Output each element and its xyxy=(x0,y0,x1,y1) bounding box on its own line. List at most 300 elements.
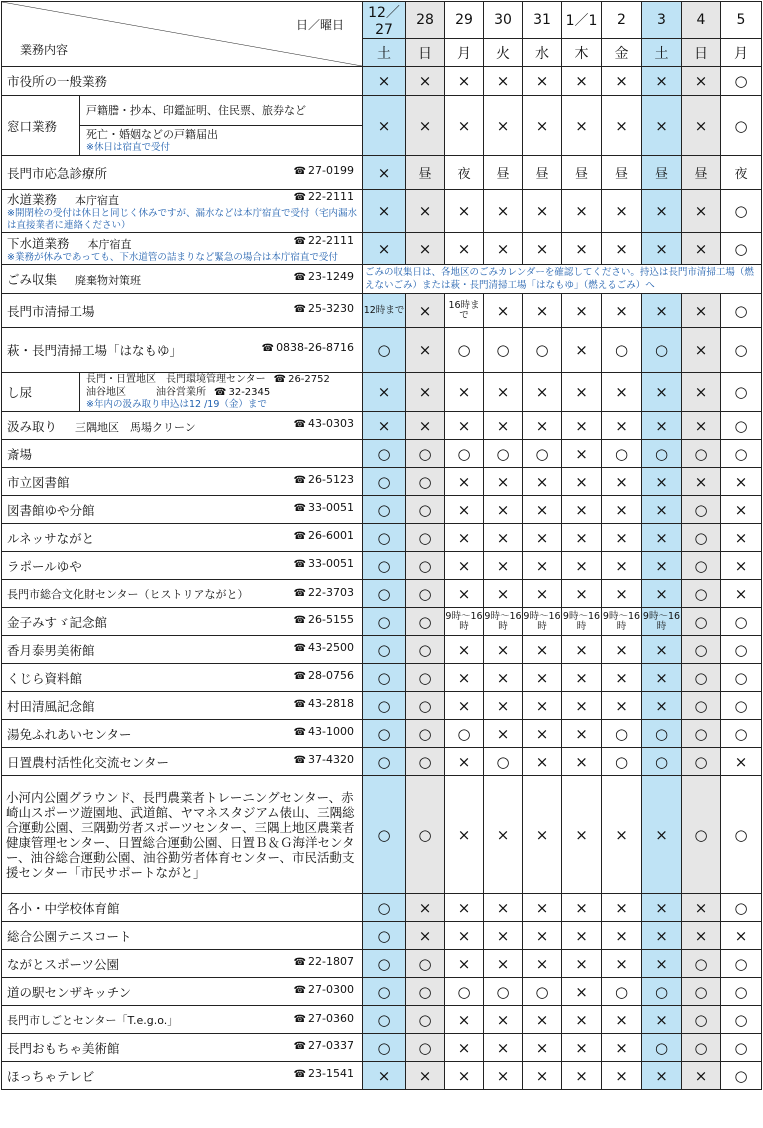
status-cell: × xyxy=(445,190,484,233)
status-cell: × xyxy=(406,233,445,265)
status-cell: 昼 xyxy=(523,156,562,190)
status-cell: × xyxy=(523,96,562,156)
phone-number xyxy=(294,234,354,247)
phone-icon: ☎ xyxy=(293,670,307,682)
service-note: ※業務が休みであっても、下水道管の詰まりなど緊急の場合は本庁宿直で受付 xyxy=(7,251,338,263)
service-name-cell xyxy=(2,233,363,265)
phone-number-text: 27-0337 xyxy=(308,1038,354,1052)
phone-number xyxy=(294,302,354,315)
status-cell: ○ xyxy=(406,978,445,1006)
status-cell: × xyxy=(721,748,762,776)
status-cell: × xyxy=(602,1006,642,1034)
status-cell: ○ xyxy=(363,894,406,922)
status-cell: × xyxy=(642,950,682,978)
table-row xyxy=(2,776,762,894)
date-header: 29 xyxy=(445,2,484,39)
service-name: ごみ収集 xyxy=(7,272,58,287)
status-cell: × xyxy=(562,524,602,552)
status-cell: × xyxy=(602,524,642,552)
service-name-cell xyxy=(2,496,363,524)
table-row xyxy=(2,1006,762,1034)
status-cell: × xyxy=(602,67,642,96)
status-cell: ○ xyxy=(721,894,762,922)
status-cell: × xyxy=(602,922,642,950)
status-cell: 昼 xyxy=(484,156,523,190)
status-cell: × xyxy=(721,580,762,608)
service-name-cell xyxy=(2,1062,363,1090)
service-name: 図書館ゆや分館 xyxy=(7,502,95,518)
table-row xyxy=(2,552,762,580)
status-cell: × xyxy=(602,552,642,580)
status-cell: ○ xyxy=(682,580,721,608)
phone-icon: ☎ xyxy=(293,1068,307,1080)
service-name-cell xyxy=(2,1006,363,1034)
status-cell: × xyxy=(484,720,523,748)
phone-icon: ☎ xyxy=(293,558,307,570)
service-name-cell xyxy=(2,190,363,233)
status-cell: ○ xyxy=(682,496,721,524)
status-cell: ○ xyxy=(721,720,762,748)
date-header: 5 xyxy=(721,2,762,39)
service-name-cell xyxy=(2,412,363,440)
status-cell: × xyxy=(363,373,406,412)
service-name: ほっちゃテレビ xyxy=(7,1068,95,1084)
status-cell: ○ xyxy=(484,978,523,1006)
service-name: 湯免ふれあいセンター xyxy=(7,726,132,742)
status-cell: ○ xyxy=(602,440,642,468)
status-cell: × xyxy=(602,1034,642,1062)
status-cell: ○ xyxy=(682,608,721,636)
status-cell: × xyxy=(363,412,406,440)
status-cell: ○ xyxy=(682,1034,721,1062)
service-name-cell xyxy=(2,328,363,373)
department: 廃棄物対策班 xyxy=(75,274,142,287)
phone-number-text: 28-0756 xyxy=(308,668,354,682)
status-cell: × xyxy=(445,950,484,978)
status-cell: × xyxy=(642,412,682,440)
service-name: 村田清風記念館 xyxy=(7,698,95,714)
service-name: 窓口業務 xyxy=(2,96,80,156)
status-cell: ○ xyxy=(363,978,406,1006)
status-cell: × xyxy=(562,496,602,524)
phone-icon: ☎ xyxy=(293,698,307,710)
status-cell: × xyxy=(602,580,642,608)
service-name-cell xyxy=(2,950,363,978)
table-row xyxy=(2,440,762,468)
service-name-cell xyxy=(2,978,363,1006)
status-cell: × xyxy=(523,233,562,265)
phone-number xyxy=(294,190,354,203)
status-cell: 昼 xyxy=(602,156,642,190)
table-row xyxy=(2,692,762,720)
status-cell: × xyxy=(602,233,642,265)
status-cell: × xyxy=(406,96,445,156)
service-name: 長門市しごとセンター「T.e.g.o.」 xyxy=(7,1013,179,1027)
phone-number-text: 27-0300 xyxy=(308,982,354,996)
status-cell: × xyxy=(602,950,642,978)
table-row xyxy=(2,294,762,328)
service-name-cell xyxy=(2,156,363,190)
status-cell: × xyxy=(642,922,682,950)
phone-number xyxy=(294,725,354,738)
status-cell: ○ xyxy=(363,692,406,720)
table-row xyxy=(2,1062,762,1090)
table-row xyxy=(2,580,762,608)
status-cell: × xyxy=(523,664,562,692)
status-cell: × xyxy=(562,552,602,580)
status-cell: × xyxy=(523,692,562,720)
status-cell: × xyxy=(445,468,484,496)
status-cell: ○ xyxy=(406,524,445,552)
day-of-week-header: 木 xyxy=(562,39,602,67)
status-cell: ○ xyxy=(642,720,682,748)
status-cell: × xyxy=(562,950,602,978)
status-cell: × xyxy=(562,978,602,1006)
status-cell: × xyxy=(445,636,484,664)
day-of-week-header: 月 xyxy=(721,39,762,67)
status-cell: × xyxy=(562,692,602,720)
service-name: 下水道業務 xyxy=(7,235,70,251)
status-cell: ○ xyxy=(406,748,445,776)
status-cell: ○ xyxy=(406,776,445,894)
service-name: 道の駅センザキッチン xyxy=(7,984,132,1000)
status-cell: ○ xyxy=(721,412,762,440)
phone-number-text: 26-5155 xyxy=(308,612,354,626)
status-cell: 9時～16時 xyxy=(562,608,602,636)
status-cell: × xyxy=(484,950,523,978)
date-header: 31 xyxy=(523,2,562,39)
status-cell: ○ xyxy=(642,748,682,776)
status-cell: × xyxy=(445,664,484,692)
status-cell: × xyxy=(406,373,445,412)
status-cell: ○ xyxy=(363,524,406,552)
status-cell: ○ xyxy=(721,608,762,636)
status-cell: × xyxy=(523,580,562,608)
status-cell: ○ xyxy=(721,664,762,692)
status-cell: × xyxy=(445,922,484,950)
table-row xyxy=(2,265,762,294)
status-cell: × xyxy=(642,233,682,265)
table-row xyxy=(2,720,762,748)
phone-number-text: 37-4320 xyxy=(308,752,354,766)
status-cell: × xyxy=(445,748,484,776)
table-row xyxy=(2,950,762,978)
status-cell: ○ xyxy=(406,496,445,524)
table-row xyxy=(2,190,762,233)
status-cell: ○ xyxy=(406,950,445,978)
service-name: 香月泰男美術館 xyxy=(7,642,95,658)
status-cell: ○ xyxy=(721,440,762,468)
status-cell: ○ xyxy=(445,328,484,373)
table-row xyxy=(2,524,762,552)
day-of-week-header: 日 xyxy=(682,39,721,67)
status-cell: × xyxy=(484,524,523,552)
status-cell: ○ xyxy=(363,580,406,608)
status-cell: × xyxy=(484,373,523,412)
service-name: 萩・長門清掃工場「はなもゆ」 xyxy=(7,343,183,358)
status-cell: ○ xyxy=(406,720,445,748)
status-cell: × xyxy=(523,524,562,552)
service-detail xyxy=(80,126,363,156)
status-cell: ○ xyxy=(682,978,721,1006)
status-cell: ○ xyxy=(363,496,406,524)
status-cell: × xyxy=(602,664,642,692)
status-cell: × xyxy=(406,328,445,373)
status-cell: × xyxy=(445,96,484,156)
status-cell: × xyxy=(642,190,682,233)
phone-number-text: 26-6001 xyxy=(308,528,354,542)
status-cell: × xyxy=(562,894,602,922)
status-cell: ○ xyxy=(406,552,445,580)
service-name: 市役所の一般業務 xyxy=(7,74,108,89)
status-cell: × xyxy=(721,496,762,524)
status-cell: × xyxy=(484,67,523,96)
status-cell: ○ xyxy=(406,580,445,608)
phone-icon: ☎ xyxy=(293,530,307,542)
status-cell: × xyxy=(682,96,721,156)
status-cell: × xyxy=(484,1006,523,1034)
service-name: し尿 xyxy=(2,373,80,412)
phone-icon: ☎ xyxy=(293,587,307,599)
service-name: くじら資料館 xyxy=(7,670,83,686)
status-cell: × xyxy=(642,552,682,580)
status-cell: ○ xyxy=(682,720,721,748)
notice-text: ごみの収集日は、各地区のごみカレンダーを確認してください。持込は長門市清掃工場（燃えないごみ）または萩・長門清掃工場「はなもゆ」（燃えるごみ）へ xyxy=(363,265,762,294)
status-cell: 12時まで xyxy=(363,294,406,328)
date-header: 30 xyxy=(484,2,523,39)
status-cell: × xyxy=(484,894,523,922)
status-cell: × xyxy=(484,190,523,233)
phone-icon: ☎ xyxy=(293,642,307,654)
phone-number-text: 33-0051 xyxy=(308,500,354,514)
status-cell: ○ xyxy=(363,950,406,978)
status-cell: × xyxy=(562,440,602,468)
day-of-week-header: 土 xyxy=(363,39,406,67)
status-cell: × xyxy=(445,776,484,894)
status-cell: × xyxy=(484,692,523,720)
status-cell: × xyxy=(602,468,642,496)
status-cell: × xyxy=(484,922,523,950)
day-of-week-header: 水 xyxy=(523,39,562,67)
phone-icon: ☎ xyxy=(293,165,307,177)
phone-icon: ☎ xyxy=(293,502,307,514)
service-line xyxy=(7,190,362,208)
status-cell: ○ xyxy=(721,1034,762,1062)
status-cell: ○ xyxy=(721,233,762,265)
table-row xyxy=(2,922,762,950)
status-cell: × xyxy=(602,190,642,233)
status-cell: × xyxy=(562,636,602,664)
service-name: 市立図書館 xyxy=(7,474,70,490)
phone-number xyxy=(294,955,354,968)
status-cell: ○ xyxy=(602,748,642,776)
phone-icon: ☎ xyxy=(261,343,275,354)
status-cell: ○ xyxy=(721,692,762,720)
status-cell: × xyxy=(523,894,562,922)
status-cell: ○ xyxy=(523,978,562,1006)
service-name-cell xyxy=(2,1034,363,1062)
status-cell: × xyxy=(484,1062,523,1090)
status-cell: × xyxy=(562,720,602,748)
status-cell: ○ xyxy=(642,978,682,1006)
status-cell: × xyxy=(523,67,562,96)
phone-icon: ☎ xyxy=(293,754,307,766)
phone-number xyxy=(294,501,354,514)
phone-number xyxy=(294,613,354,626)
status-cell: ○ xyxy=(682,440,721,468)
table-row xyxy=(2,468,762,496)
status-cell: × xyxy=(562,580,602,608)
status-cell: 昼 xyxy=(562,156,602,190)
status-cell: × xyxy=(484,1034,523,1062)
status-cell: × xyxy=(523,468,562,496)
status-cell: ○ xyxy=(721,96,762,156)
status-cell: ○ xyxy=(363,328,406,373)
service-detail: 戸籍謄・抄本、印鑑証明、住民票、旅券など xyxy=(80,96,363,126)
year-end-schedule-table xyxy=(1,1,762,1090)
status-cell: × xyxy=(562,922,602,950)
status-cell: × xyxy=(484,412,523,440)
status-cell: ○ xyxy=(721,294,762,328)
phone-number xyxy=(262,341,354,354)
status-cell: × xyxy=(642,580,682,608)
status-cell: ○ xyxy=(445,978,484,1006)
status-cell: ○ xyxy=(642,328,682,373)
status-cell: ○ xyxy=(602,328,642,373)
service-note: ※開閉栓の受付は休日と同じく休みですが、漏水などは本庁宿直で受付（宅内漏水は直接業者に連絡ください） xyxy=(7,208,357,231)
status-cell: ○ xyxy=(523,328,562,373)
status-cell: × xyxy=(523,190,562,233)
table-row xyxy=(2,96,762,126)
service-name-cell xyxy=(2,664,363,692)
status-cell: ○ xyxy=(682,950,721,978)
table-row xyxy=(2,412,762,440)
status-cell: × xyxy=(642,67,682,96)
status-cell: × xyxy=(484,96,523,156)
status-cell: × xyxy=(445,552,484,580)
status-cell: ○ xyxy=(484,440,523,468)
status-cell: 夜 xyxy=(721,156,762,190)
status-cell: × xyxy=(642,1062,682,1090)
status-cell: × xyxy=(523,1062,562,1090)
status-cell: × xyxy=(484,636,523,664)
detail-note: ※休日は宿直で受付 xyxy=(86,141,170,153)
status-cell: × xyxy=(406,190,445,233)
day-of-week-header: 火 xyxy=(484,39,523,67)
phone-number-text: 43-0303 xyxy=(308,416,354,430)
status-cell: × xyxy=(484,233,523,265)
phone-number-text: 23-1249 xyxy=(308,270,354,283)
status-cell: × xyxy=(721,552,762,580)
status-cell: × xyxy=(721,468,762,496)
status-cell: ○ xyxy=(406,608,445,636)
department: 本庁宿直 xyxy=(75,194,120,207)
status-cell: × xyxy=(445,1034,484,1062)
status-cell: × xyxy=(562,190,602,233)
status-cell: × xyxy=(682,67,721,96)
status-cell: × xyxy=(602,776,642,894)
status-cell: × xyxy=(523,412,562,440)
phone-number-text: 0838-26-8716 xyxy=(276,341,354,354)
status-cell: × xyxy=(562,328,602,373)
status-cell: ○ xyxy=(406,440,445,468)
status-cell: ○ xyxy=(406,1034,445,1062)
service-name: ラポールゆや xyxy=(7,558,82,574)
status-cell: × xyxy=(523,776,562,894)
table-row xyxy=(2,1034,762,1062)
phone-number-text: 22-2111 xyxy=(308,190,354,203)
status-cell: × xyxy=(562,776,602,894)
service-name-cell xyxy=(2,894,363,922)
status-cell: × xyxy=(642,636,682,664)
status-cell: ○ xyxy=(721,67,762,96)
status-cell: × xyxy=(445,1006,484,1034)
status-cell: × xyxy=(523,922,562,950)
status-cell: × xyxy=(445,894,484,922)
phone-number xyxy=(294,164,354,177)
status-cell: ○ xyxy=(445,720,484,748)
status-cell: × xyxy=(682,1062,721,1090)
status-cell: × xyxy=(406,412,445,440)
status-cell: × xyxy=(445,233,484,265)
service-name: 汲み取り xyxy=(7,418,58,434)
status-cell: ○ xyxy=(721,950,762,978)
status-cell: ○ xyxy=(721,1062,762,1090)
detail-text: 長門・日置地区 長門環境管理センター xyxy=(86,374,266,385)
service-name-cell xyxy=(2,294,363,328)
detail-line xyxy=(86,386,362,399)
phone-icon: ☎ xyxy=(293,1013,307,1025)
status-cell: × xyxy=(602,96,642,156)
phone-number xyxy=(294,697,354,710)
status-cell: × xyxy=(406,67,445,96)
phone-number-text: 22-2111 xyxy=(308,233,354,247)
status-cell: × xyxy=(642,373,682,412)
phone-number-text: 33-0051 xyxy=(308,556,354,570)
service-name-cell xyxy=(2,67,363,96)
status-cell: × xyxy=(523,496,562,524)
status-cell: × xyxy=(523,373,562,412)
status-cell: × xyxy=(682,190,721,233)
service-name-cell xyxy=(2,608,363,636)
status-cell: × xyxy=(363,233,406,265)
service-name: 水道業務 xyxy=(7,192,58,207)
status-cell: ○ xyxy=(363,664,406,692)
status-cell: × xyxy=(602,636,642,664)
service-name: 総合公園テニスコート xyxy=(7,928,132,944)
status-cell: × xyxy=(562,412,602,440)
status-cell: ○ xyxy=(363,636,406,664)
service-name: 金子みすゞ記念館 xyxy=(7,614,108,630)
status-cell: × xyxy=(484,496,523,524)
phone-icon: ☎ xyxy=(293,474,307,486)
status-cell: × xyxy=(642,294,682,328)
status-cell: ○ xyxy=(721,328,762,373)
phone-number-text: 26-5123 xyxy=(308,472,354,486)
phone-number-text: 22-1807 xyxy=(308,954,354,968)
status-cell: × xyxy=(721,922,762,950)
status-cell: × xyxy=(642,496,682,524)
status-cell: ○ xyxy=(406,1006,445,1034)
status-cell: × xyxy=(642,96,682,156)
status-cell: × xyxy=(602,894,642,922)
status-cell: × xyxy=(682,922,721,950)
status-cell: × xyxy=(562,96,602,156)
status-cell: ○ xyxy=(406,692,445,720)
status-cell: × xyxy=(484,580,523,608)
status-cell: × xyxy=(602,692,642,720)
table-row xyxy=(2,156,762,190)
